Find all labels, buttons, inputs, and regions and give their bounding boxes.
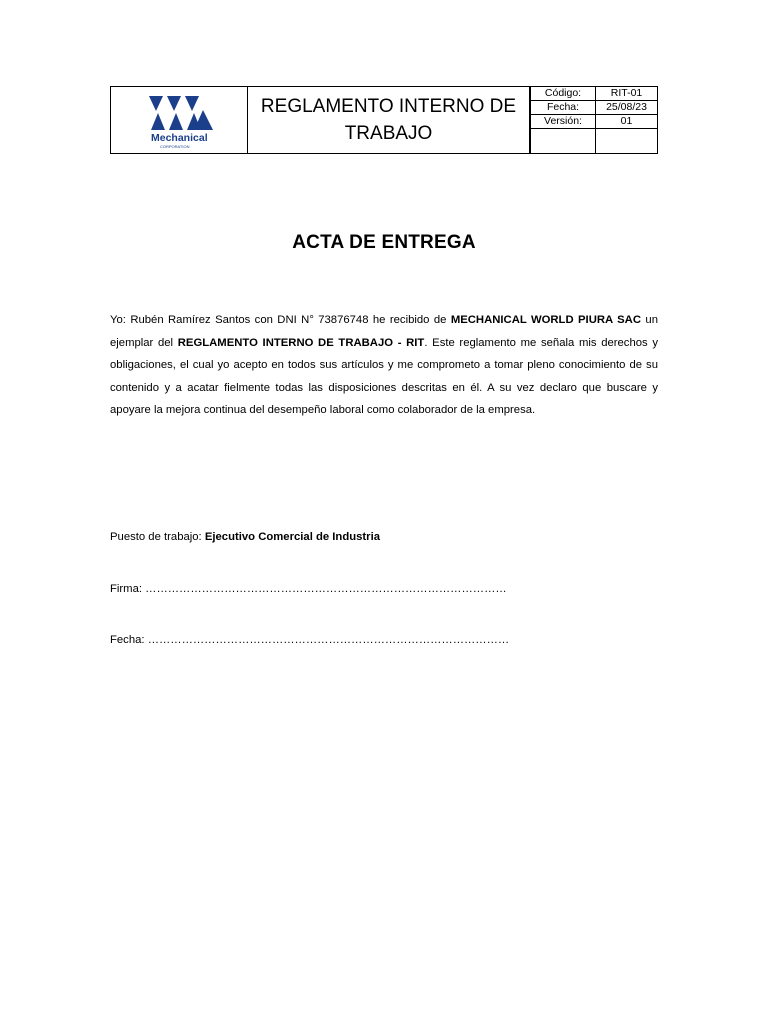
logo-text: Mechanical (151, 132, 208, 144)
meta-value: 01 (596, 115, 658, 129)
meta-row-empty (531, 129, 658, 154)
signature-field (110, 583, 507, 595)
job-position-label: Puesto de trabajo: (110, 531, 205, 543)
signature-line: …………………………………………………………………………………… (145, 583, 507, 595)
meta-row (531, 115, 658, 129)
regulation-name: REGLAMENTO INTERNO DE TRABAJO - RIT (177, 336, 425, 349)
declaration-paragraph (110, 309, 658, 422)
job-position-value: Ejecutivo Comercial de Industria (204, 531, 380, 543)
paragraph-text: Yo: Rubén Ramírez Santos con DNI N° 73876748 he recibido de (110, 314, 451, 326)
meta-value: RIT-01 (596, 87, 658, 101)
signature-label: Firma: (110, 583, 146, 595)
logo-subtext: CORPORATION (160, 144, 190, 149)
meta-label: Fecha: (531, 101, 596, 115)
meta-row (531, 101, 658, 115)
paragraph-text: . Este reglamento me señala mis derechos y obligaciones, el cual yo acepto en todos sus artículos y me comprometo a tomar pleno conocimiento de su contenido y a acatar fielmente todas las disposiciones descritas en él. A su vez declaro que buscare y apoyare la mejora continua del desempeño laboral como colaborador de la empresa. (110, 336, 658, 416)
document-title: ACTA DE ENTREGA (292, 232, 476, 253)
meta-empty-cell (531, 129, 596, 154)
date-field (110, 634, 509, 646)
company-name: MECHANICAL WORLD PIURA SAC (450, 314, 642, 326)
job-position-field (110, 531, 380, 543)
logo-cell (110, 86, 247, 154)
meta-value: 25/08/23 (596, 101, 658, 115)
document-meta-table (530, 86, 658, 154)
meta-label: Código: (531, 87, 596, 101)
date-label: Fecha: (110, 634, 148, 646)
meta-label: Versión: (531, 115, 596, 129)
paragraph-text: un ejemplar del (110, 314, 658, 349)
header-title: REGLAMENTO INTERNO DE TRABAJO (247, 86, 530, 154)
meta-empty-cell (596, 129, 658, 154)
company-logo (147, 94, 215, 150)
document-header (110, 86, 658, 154)
date-line: …………………………………………………………………………………… (147, 634, 510, 646)
meta-row (531, 87, 658, 101)
